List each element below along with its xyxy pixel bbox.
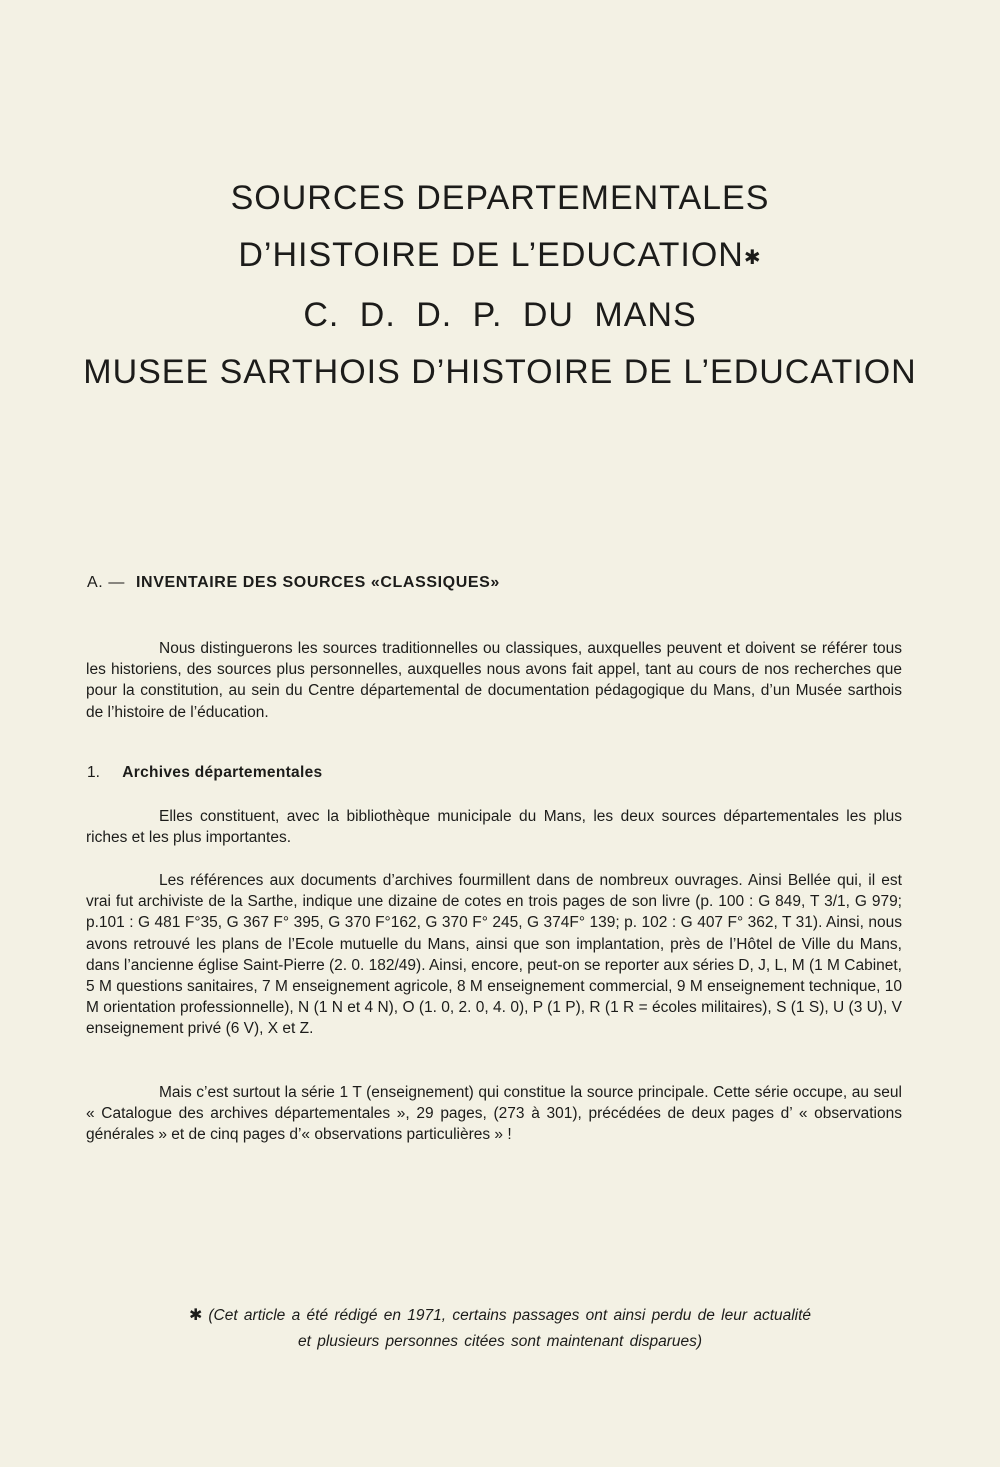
archives-paragraph-1: Elles constituent, avec la bibliothèque municipale du Mans, les deux sources départementales les plus riches et les plus importantes.	[86, 808, 902, 847]
section-a-heading	[87, 574, 500, 592]
title-line-2	[0, 227, 1000, 287]
section-a-letter: A. —	[87, 574, 125, 591]
title-line-3: C. D. D. P. DU MANS	[303, 296, 697, 334]
title-line-2-text: D’HISTOIRE DE L’EDUCATION	[238, 236, 744, 274]
intro-paragraph: Nous distinguerons les sources traditionnelles ou classiques, auxquelles peuvent et doivent se référer tous les historiens, des sources plus personnelles, auxquelles nous avons fait appel, tant au cours de nos recherches que pour la constitution, au sein du Centre départemental de documentation pédagogique du Mans, d’un Musée sarthois de l’histoire de l’éducation.	[86, 640, 902, 721]
footnote-line-1	[0, 1303, 1000, 1329]
title-line-4: MUSEE SARTHOIS D’HISTOIRE DE L’EDUCATION	[83, 353, 917, 391]
footnote	[0, 1303, 1000, 1355]
subsection-1-number: 1.	[87, 764, 100, 781]
footnote-asterisk-icon: ✱	[743, 247, 762, 269]
subsection-1-heading	[87, 764, 322, 782]
footnote-line-2: et plusieurs personnes citées sont maintenant disparues)	[297, 1333, 703, 1350]
archives-paragraph-3: Mais c’est surtout la série 1 T (enseignement) qui constitue la source principale. Cette série occupe, au seul « Catalogue des archives départementales », 29 pages, (273 à 301), précédées de deux pages d’ « observations générales » et de cinq pages d’« observations particulières » !	[86, 1084, 902, 1144]
subsection-1-label: Archives départementales	[122, 764, 323, 781]
section-a-label: INVENTAIRE DES SOURCES «CLASSIQUES»	[136, 574, 500, 591]
archives-paragraph-2: Les références aux documents d’archives fourmillent dans de nombreux ouvrages. Ainsi Bellée qui, il est vrai fut archiviste de la Sarthe, indique une dizaine de cotes en trois pages de son livre (p. 100 : G 849, T 3/1, G 979; p.101 : G 481 F°35, G 367 F° 395, G 370 F°162, G 370 F° 245, G 374F° 139; p. 102 : G 407 F° 362, T 31). Ainsi, nous avons retrouvé les plans de l’Ecole mutuelle du Mans, ainsi que son implantation, près de l’Hôtel de Ville du Mans, dans l’ancienne église Saint-Pierre (2. 0. 182/49). Ainsi, encore, peut-on se reporter aux séries D, J, L, M (1 M Cabinet, 5 M questions sanitaires, 7 M enseignement agricole, 8 M enseignement commercial, 9 M enseignement technique, 10 M orientation professionnelle), N (1 N et 4 N), O (1. 0, 2. 0, 4. 0), P (1 P), R (1 R = écoles militaires), S (1 S), U (3 U), V enseignement privé (6 V), X et Z.	[86, 872, 902, 1038]
footnote-star-icon: ✱	[188, 1307, 203, 1324]
footnote-line-1-text: (Cet article a été rédigé en 1971, certains passages ont ainsi perdu de leur actualité	[208, 1307, 812, 1324]
title-line-1: SOURCES DEPARTEMENTALES	[230, 179, 770, 217]
document-title	[0, 170, 1000, 401]
